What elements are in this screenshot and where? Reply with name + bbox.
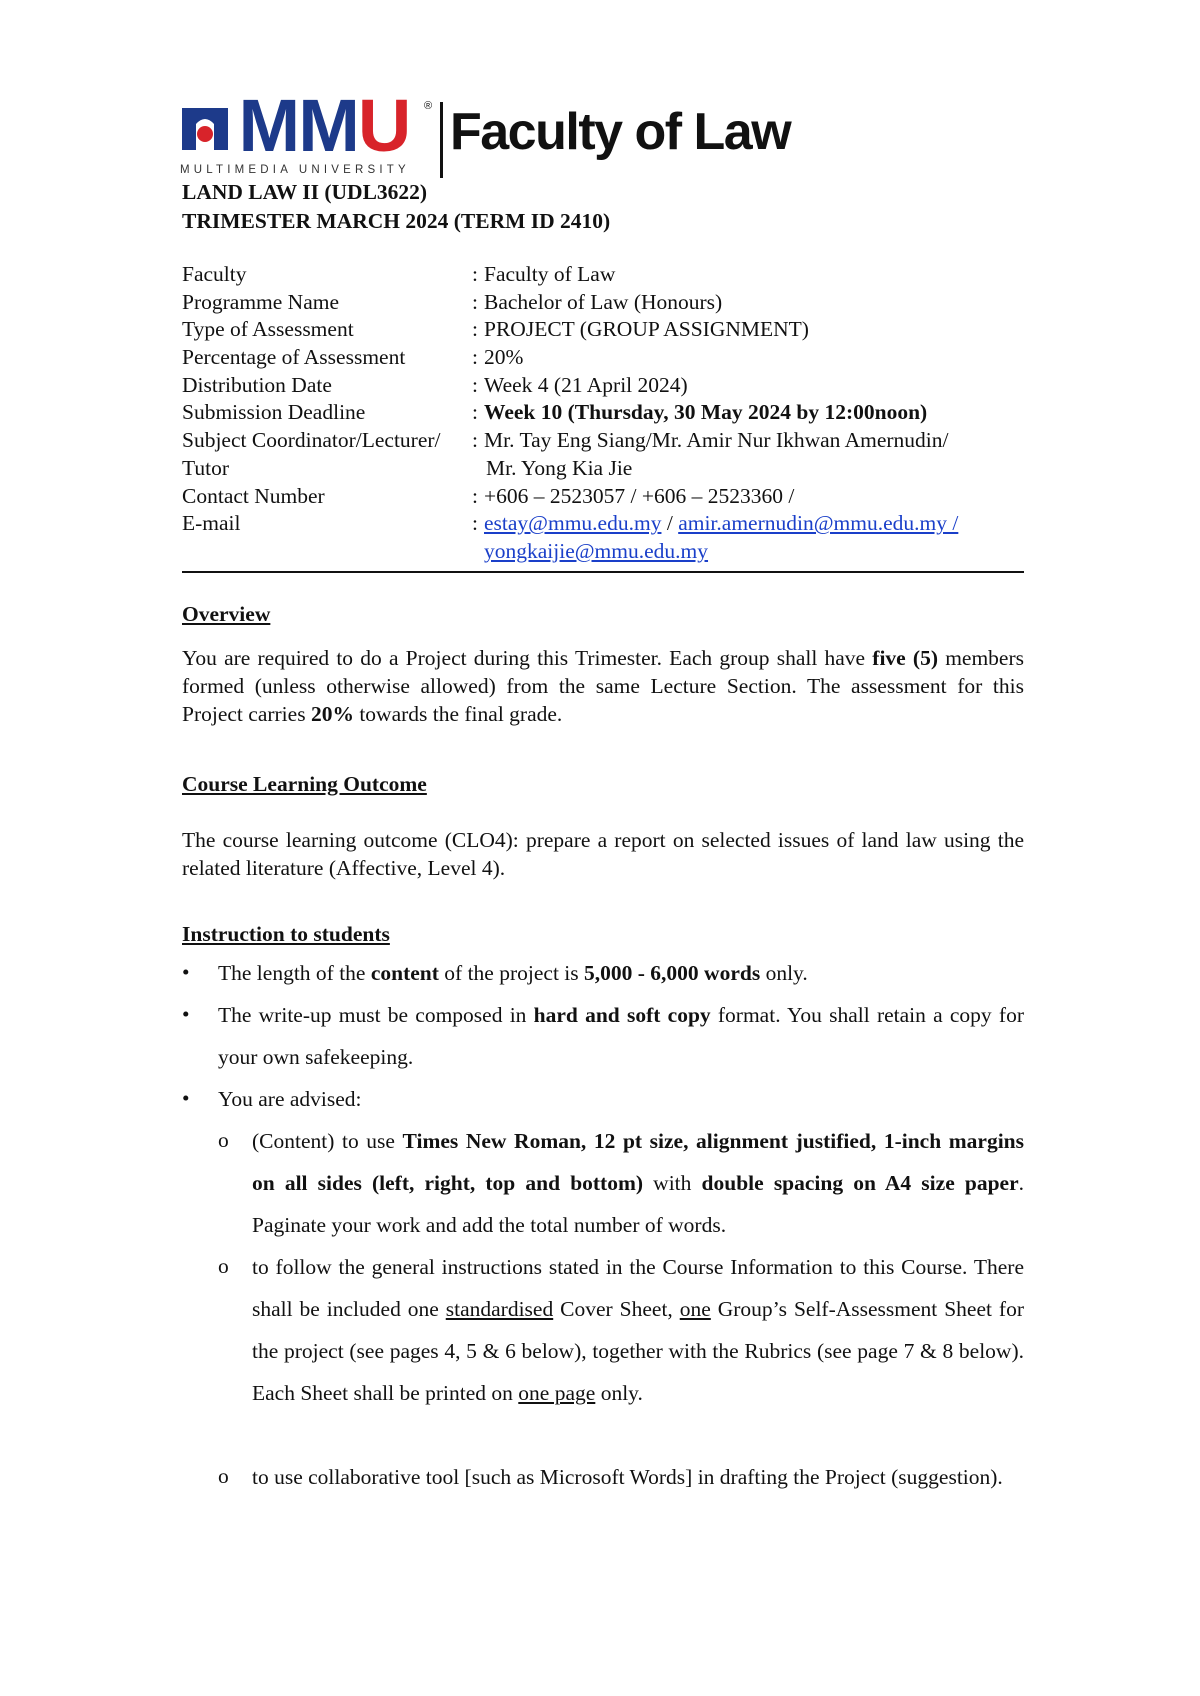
- clo-heading: Course Learning Outcome: [182, 772, 427, 796]
- info-row-email-cont: [182, 539, 1024, 567]
- email-link-yongkaijie[interactable]: yongkaijie@mmu.edu.my: [484, 538, 709, 563]
- info-colon: :: [472, 289, 478, 314]
- info-row-coordinator: [182, 428, 1024, 456]
- text: format. You shall retain a copy for your own safekeeping.: [218, 1003, 1024, 1069]
- info-value: [484, 539, 708, 564]
- overview-members-count: five (5): [872, 646, 938, 670]
- info-value: [484, 511, 958, 536]
- text: of the project is: [438, 961, 585, 985]
- info-row-tutor: [182, 456, 1024, 484]
- info-colon: :: [472, 372, 478, 397]
- info-row-email: [182, 511, 1024, 539]
- info-label: Submission Deadline: [182, 400, 366, 425]
- text: . Paginate your work and add the total number of words.: [252, 1171, 1024, 1237]
- email-link-amir[interactable]: amir.amernudin@mmu.edu.my /: [678, 511, 959, 536]
- faculty-title: Faculty of Law: [450, 103, 791, 161]
- text: Times New Roman, 12 pt size, alignment justified, 1-inch margins on all sides (left, right, top and bottom): [252, 1129, 1024, 1195]
- text: only.: [760, 961, 808, 985]
- registered-mark: ®: [424, 100, 433, 112]
- assessment-info-table: [182, 262, 1024, 567]
- sub-bullet-icon: o: [218, 1254, 229, 1278]
- sub-list-item-text: to use collaborative tool [such as Microsoft Words] in drafting the Project (suggestion).: [252, 1465, 1003, 1489]
- text: hard and soft copy: [533, 1003, 711, 1027]
- sub-list-item-text: [252, 1246, 1024, 1414]
- info-colon: :: [472, 428, 478, 453]
- list-item-text: You are advised:: [218, 1087, 362, 1111]
- course-title: LAND LAW II (UDL3622): [182, 180, 428, 204]
- info-row-deadline: [182, 400, 1024, 428]
- text: double spacing on A4 size paper: [701, 1171, 1019, 1195]
- info-label: Distribution Date: [182, 372, 332, 397]
- text: to follow the general instructions stated in the Course Information to this Course. There shall be included one: [252, 1255, 1024, 1321]
- overview-weight: 20%: [310, 702, 354, 726]
- info-row-programme: [182, 290, 1024, 318]
- info-colon: :: [472, 483, 478, 508]
- bullet-icon: •: [182, 960, 190, 984]
- info-value: Mr. Tay Eng Siang/Mr. Amir Nur Ikhwan Amernudin/: [484, 428, 949, 453]
- overview-text: members formed (unless otherwise allowed) from the same Lecture Section. The assessment for this Project carries: [182, 646, 1025, 726]
- faculty-logo: [178, 84, 791, 182]
- info-value: Bachelor of Law (Honours): [484, 289, 723, 314]
- text: The write-up must be composed in: [218, 1003, 534, 1027]
- text: content: [370, 961, 439, 985]
- sub-bullet-icon: o: [218, 1464, 229, 1488]
- info-divider-line: [182, 571, 1024, 573]
- info-row-faculty: [182, 262, 1024, 290]
- info-colon: :: [472, 345, 478, 370]
- text: only.: [595, 1381, 643, 1405]
- mmu-logo: [178, 84, 433, 182]
- info-value: Mr. Yong Kia Jie: [486, 455, 633, 480]
- bullet-icon: •: [182, 1086, 190, 1110]
- info-value: +606 – 2523057 / +606 – 2523360 /: [484, 483, 795, 508]
- list-item-text: [218, 952, 1024, 994]
- text: Group’s Self-Assessment Sheet for the project (see pages 4, 5 & 6 below), together with the Rubrics (see page 7 & 8 below). Each Sheet shall be printed on: [252, 1297, 1024, 1405]
- course-term: TRIMESTER MARCH 2024 (TERM ID 2410): [182, 209, 611, 233]
- info-colon: :: [472, 400, 478, 425]
- info-label: Percentage of Assessment: [182, 345, 406, 370]
- text: Cover Sheet,: [553, 1297, 680, 1321]
- info-value: Week 10 (Thursday, 30 May 2024 by 12:00noon): [484, 400, 928, 425]
- overview-text: towards the final grade.: [353, 702, 563, 726]
- info-label: Tutor: [182, 455, 230, 480]
- text: one: [679, 1297, 711, 1321]
- info-label: Subject Coordinator/Lecturer/: [182, 428, 441, 453]
- info-label: Contact Number: [182, 483, 325, 508]
- logo-wordmark: MMU: [220, 84, 410, 167]
- info-row-distribution: [182, 373, 1024, 401]
- sub-list-item-text: [252, 1120, 1024, 1246]
- instructions-heading: Instruction to students: [182, 922, 390, 946]
- info-label: Type of Assessment: [182, 317, 354, 342]
- info-label: Faculty: [182, 262, 247, 286]
- info-row-contact: [182, 484, 1024, 512]
- email-separator: /: [661, 511, 679, 536]
- clo-paragraph: The course learning outcome (CLO4): prepare a report on selected issues of land law using the related literature (Affective, Level 4).: [182, 828, 1024, 880]
- info-colon: :: [472, 317, 478, 342]
- text: 5,000 - 6,000 words: [584, 961, 761, 985]
- info-colon: :: [472, 262, 478, 286]
- info-value: 20%: [484, 345, 524, 370]
- text: with: [643, 1171, 702, 1195]
- info-row-type: [182, 317, 1024, 345]
- list-item-text: [218, 994, 1024, 1078]
- text: The length of the: [218, 961, 371, 985]
- overview-paragraph: [182, 644, 1024, 728]
- info-label: E-mail: [182, 511, 241, 536]
- info-row-percentage: [182, 345, 1024, 373]
- sub-bullet-icon: o: [218, 1128, 229, 1152]
- info-value: PROJECT (GROUP ASSIGNMENT): [484, 317, 809, 342]
- info-value: Week 4 (21 April 2024): [484, 372, 688, 397]
- info-colon: :: [472, 511, 478, 536]
- logo-divider: [440, 102, 443, 178]
- info-label: Programme Name: [182, 289, 340, 314]
- overview-text: You are required to do a Project during this Trimester. Each group shall have: [182, 646, 873, 670]
- bullet-icon: •: [182, 1002, 190, 1026]
- text: standardised: [445, 1297, 554, 1321]
- email-link-estay[interactable]: estay@mmu.edu.my: [484, 511, 662, 536]
- info-value: Faculty of Law: [484, 262, 616, 286]
- text: (Content) to use: [252, 1129, 403, 1153]
- logo-subtitle: MULTIMEDIA UNIVERSITY: [180, 164, 410, 176]
- overview-heading: Overview: [182, 602, 271, 626]
- text: one page: [518, 1381, 596, 1405]
